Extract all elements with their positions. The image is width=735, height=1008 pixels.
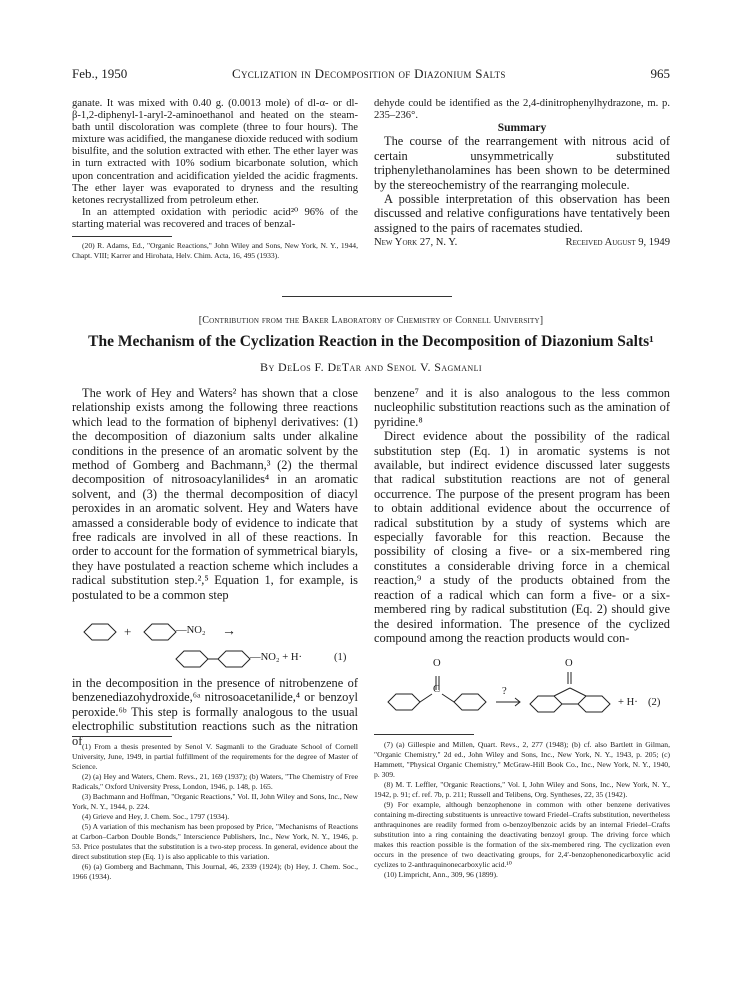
svg-text:+: + xyxy=(124,624,132,639)
footnote-6: (6) (a) Gomberg and Bachmann, This Journal, 46, 2339 (1924); (b) Hey, J. Chem. Soc., 1966 (1934). xyxy=(72,862,358,881)
footnote-8: (8) M. T. Leffler, "Organic Reactions," Vol. I, John Wiley and Sons, Inc., New York, N. Y., 1942, p. 91; cf. ref. 7b, p. 211; Russell and Telibens, Org. Syntheses, 22, 35 (1942). xyxy=(374,780,670,799)
fluorenone-ring-left xyxy=(530,696,562,712)
received-date: Received August 9, 1949 xyxy=(565,237,670,249)
footnote-3: (3) Bachmann and Hoffman, "Organic Reactions," Vol. II, John Wiley and Sons, Inc., New York, N. Y., 1944, p. 224. xyxy=(72,792,358,811)
footnote-7: (7) (a) Gillespie and Millen, Quart. Revs., 2, 277 (1948); (b) cf. also Bartlett in Gilman, "Organic Chemistry," 2d ed., John Wiley and Sons, Inc., New York, N. Y., 1943, p. 205; (c) Hammett, "Physical Organic Chemistry," McGraw-Hill Book Co., Inc., New York, N. Y., 1940, p. 309. xyxy=(374,740,670,779)
page-number: 965 xyxy=(650,66,670,81)
footnote-20-text: (20) R. Adams, Ed., "Organic Reactions," John Wiley and Sons, New York, N. Y., 1944, Chapt. VIII; Karrer and Hirohata, Helv. Chim. Acta, 16, 495 (1933). xyxy=(72,241,358,261)
footnotes-right xyxy=(374,740,670,880)
location: New York 27, N. Y. xyxy=(374,237,458,249)
eq1-arrow: → xyxy=(222,624,236,639)
continued-paragraph-right: dehyde could be identified as the 2,4-dinitrophenylhydrazone, m. p. 235–236°. xyxy=(374,98,670,122)
summary-paragraph-2: A possible interpretation of this observation has been discussed and relative configurations have tentatively been assigned to the pairs of racemates studied. xyxy=(374,191,670,235)
footnote-4: (4) Grieve and Hey, J. Chem. Soc., 1797 (1934). xyxy=(82,812,230,821)
body-left-column xyxy=(72,386,358,602)
running-header xyxy=(72,66,670,82)
body-right-paragraph-2: Direct evidence about the possibility of the radical substitution step (Eq. 1) in aromatic systems is not available, but indirect evidence discussed later suggests that radical substitution reactions are not of general occurrence. The purpose of the present program has been to obtain additional evidence about the occurrence of radical substitution by a study of systems which are especially favorable for this reaction. Because the possibility of closing a five- or a six-membered ring constitutes a considerable driving force in a chemical reaction,⁹ a study of the products obtained from the reaction of a radical which can form a five- or a six-membered ring by radical substitution (Eq. 2) should give the desired information. The presence of the cyclized compound among the reaction products would con- xyxy=(374,429,670,645)
equation-1 xyxy=(72,616,358,674)
eq2-tail: + H· xyxy=(618,697,638,708)
equation-1-structure xyxy=(72,616,358,674)
equation-2 xyxy=(374,658,670,726)
continued-paragraph: ganate. It was mixed with 0.40 g. (0.0013 mole) of dl-α- or dl-β-1,2-diphenyl-1-aryl-2-aminoethanol and heated on the steam-bath until discoloration was complete (three to four hours). The mixture was acidified, the manganese dioxide reduced with sodium bisulfite, and the solution extracted with ether. The ether layer was in turn extracted with 10% sodium bicarbonate solution, which upon concentration and acidification yielded the acidic fragments. The ether layer was evaporated to dryness and the resulting ketones recrystallized from petroleum ether. xyxy=(72,98,358,206)
biphenyl-ring-b xyxy=(218,651,250,667)
summary-paragraph-1: The course of the rearrangement with nitrous acid of certain unsymmetrically substituted triphenylethanolamines has been shown to be determined by the stereochemistry of the rearranging molecule. xyxy=(374,134,670,192)
body-right-column xyxy=(374,386,670,645)
contribution-line: [Contribution from the Baker Laboratory of Chemistry of Cornell University] xyxy=(198,315,544,326)
footnote-rule-right xyxy=(374,734,474,735)
fluorenone-ring-right xyxy=(578,696,610,712)
byline: By DeLos F. DeTar and Senol V. Sagmanli xyxy=(260,360,482,374)
eq1-nitro: —NO₂ xyxy=(176,625,206,636)
eq2-carbon-1: C xyxy=(433,684,441,695)
footnote-20 xyxy=(72,241,358,261)
location-line xyxy=(374,237,670,249)
eq2-oxygen-2: O xyxy=(565,658,573,669)
eq2-label: (2) xyxy=(648,697,661,708)
body-left-column-continued xyxy=(72,676,358,748)
footnote-2: (2) (a) Hey and Waters, Chem. Revs., 21, 169 (1937); (b) Waters, "The Chemistry of Free Radicals," Oxford University Press, London, 1946, p. 148, p. 165. xyxy=(72,772,358,791)
footnote-rule-left xyxy=(72,736,172,737)
footnote-9: (9) For example, although benzophenone in common with other benzene derivatives containing m-directing substituents is unreactive toward Friedel–Crafts substitution, nevertheless anthraquinones are readily formed from o-benzoylbenzoic acids by an internal Friedel–Crafts substitution into a ring containing the deactivating benzoyl group. The driving force which makes this reaction possible is the formation of the six-membered ring. The cyclization even occurs in the presence of two deactivating groups, for 2,4′-benzophenonedicarboxylic acid cyclizes to 2-anthraquinonecarboxylic acid.¹⁰ xyxy=(374,800,670,869)
issue-date: Feb., 1950 xyxy=(72,66,128,81)
footnote-10: (10) Limpricht, Ann., 309, 96 (1899). xyxy=(384,870,498,879)
eq2-question: ? xyxy=(502,686,507,697)
footnote-1: (1) From a thesis presented by Senol V. Sagmanli to the Graduate School of Cornell University, June, 1949, in partial fulfillment of the requirements for the degree of Master of Science. xyxy=(72,742,358,771)
body-left-paragraph-2: in the decomposition in the presence of nitrobenzene of benzenediazohydroxide,⁶ᵃ nitrosoacetanilide,⁴ or benzoyl peroxide.⁶ᵇ This step is formally analogous to the usual electrophilic substitution reactions such as the nitration of xyxy=(72,676,358,748)
summary-heading: Summary xyxy=(497,122,547,135)
body-right-paragraph-1: benzene⁷ and it is also analogous to the less common nucleophilic substitution reactions such as the amination of pyridine.⁸ xyxy=(374,386,670,429)
eq2-oxygen-1: O xyxy=(433,658,441,669)
footnotes-left xyxy=(72,742,358,882)
footnote-5: (5) A variation of this mechanism has been proposed by Price, "Mechanisms of Reactions at Carbon–Carbon Double Bonds," Interscience Publishers, Inc., New York, N. Y., 1946, p. 53. Price postulates that the substitution is a two-step process. In general, evidence about the direct substitution step (Eq. 1) is also applicable to this variation. xyxy=(72,822,358,861)
footnote-rule xyxy=(72,236,172,237)
top-right-column xyxy=(374,98,670,249)
top-left-column xyxy=(72,98,358,261)
article-separator xyxy=(282,296,452,297)
running-title: Cyclization in Decomposition of Diazonium Salts xyxy=(232,66,506,81)
periodic-acid-paragraph: In an attempted oxidation with periodic acid²⁰ 96% of the starting material was recovered and traces of benzal- xyxy=(72,206,358,230)
equation-2-structure xyxy=(374,664,670,726)
body-left-paragraph-1: The work of Hey and Waters² has shown that a close relationship exists among the following three reactions which lead to the formation of biphenyl derivatives: (1) the decomposition of diazonium salts under alkaline conditions in the presence of an aromatic solvent by the method of Gomberg and Bachmann,³ (2) the thermal decomposition of nitrosoacylanilides⁴ in an aromatic solvent, and (3) the thermal decomposition of diacyl peroxides in an aromatic solvent. Hey and Waters have amassed a considerable body of evidence to indicate that free radicals are involved in all of these reactions. In order to account for the formation of symmetrical biaryls, they have postulated a reaction scheme which includes a radical substitution step.²,⁵ Equation 1, for example, is postulated to be a common step xyxy=(72,386,358,602)
reactant-ring-right xyxy=(454,694,486,710)
reactant-ring-left xyxy=(388,694,420,710)
eq1-label: (1) xyxy=(334,652,347,663)
eq1-product-tail: —NO₂ + H· xyxy=(250,652,303,663)
benzene-ring xyxy=(84,624,116,640)
nitrobenzene-ring xyxy=(144,624,176,640)
article-title: The Mechanism of the Cyclization Reaction in the Decomposition of Diazonium Salts¹ xyxy=(88,333,654,350)
biphenyl-ring-a xyxy=(176,651,208,667)
